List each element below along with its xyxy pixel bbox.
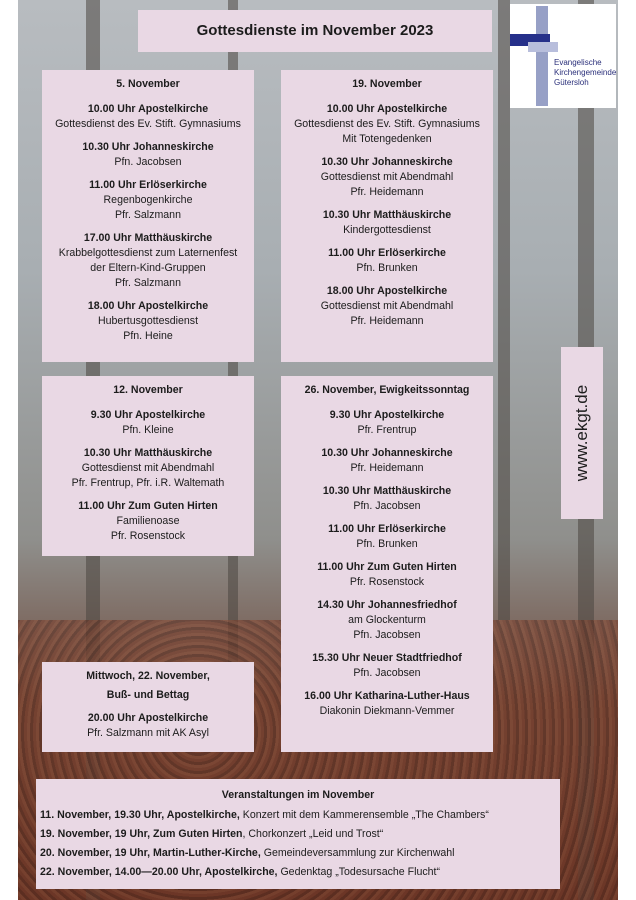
service-entry: 18.00 Uhr Apostelkirche Hubertusgottesdienst Pfn. Heine bbox=[87, 300, 209, 342]
card-heading: Mittwoch, 22. November, Buß- und Bettag bbox=[86, 670, 210, 701]
card-nov-26 bbox=[281, 376, 493, 752]
event-row: 19. November, 19 Uhr, Zum Guten Hirten, Chorkonzert „Leid und Trost“ bbox=[40, 828, 384, 840]
service-entry: 11.00 Uhr Erlöserkirche Regenbogenkirche Pfr. Salzmann bbox=[89, 179, 207, 221]
logo-text: Evangelische Kirchengemeinde Gütersloh bbox=[554, 58, 617, 87]
service-entry: 10.30 Uhr Matthäuskirche Pfn. Jacobsen bbox=[322, 485, 452, 512]
service-entry: 14.30 Uhr Johannesfriedhof am Glockenturm Pfn. Jacobsen bbox=[317, 599, 457, 641]
service-entry: 11.00 Uhr Zum Guten Hirten Pfr. Rosenstock bbox=[317, 561, 457, 588]
service-entry: 10.30 Uhr Matthäuskirche Gottesdienst mit Abendmahl Pfr. Frentrup, Pfr. i.R. Waltemath bbox=[71, 447, 225, 489]
card-heading: 26. November, Ewigkeitssonntag bbox=[304, 384, 470, 396]
event-row: 11. November, 19.30 Uhr, Apostelkirche, Konzert mit dem Kammerensemble „The Chambers“ bbox=[40, 809, 489, 821]
website-banner bbox=[561, 347, 603, 519]
service-entry: 18.00 Uhr Apostelkirche Gottesdienst mit Abendmahl Pfr. Heidemann bbox=[320, 285, 454, 327]
service-entry: 10.30 Uhr Matthäuskirche Kindergottesdienst bbox=[322, 209, 452, 236]
service-entry: 16.00 Uhr Katharina-Luther-Haus Diakonin Diekmann-Vemmer bbox=[304, 690, 470, 717]
card-nov-5 bbox=[42, 70, 254, 362]
card-heading: 5. November bbox=[116, 78, 180, 90]
service-entry: 10.00 Uhr Apostelkirche Gottesdienst des Ev. Stift. Gymnasiums bbox=[55, 103, 241, 130]
service-entry: 20.00 Uhr Apostelkirche Pfr. Salzmann mit AK Asyl bbox=[87, 712, 209, 739]
service-entry: 9.30 Uhr Apostelkirche Pfr. Frentrup bbox=[329, 409, 445, 436]
card-nov-22 bbox=[42, 662, 254, 752]
service-entry: 10.00 Uhr Apostelkirche Gottesdienst des Ev. Stift. Gymnasiums Mit Totengedenken bbox=[294, 103, 480, 145]
service-entry: 10.30 Uhr Johanneskirche Pfr. Heidemann bbox=[321, 447, 453, 474]
service-entry: 17.00 Uhr Matthäuskirche Krabbelgottesdienst zum Laternenfest der Eltern-Kind-Gruppen Pfr. Salzmann bbox=[58, 232, 238, 289]
service-entry: 11.00 Uhr Erlöserkirche Pfn. Brunken bbox=[328, 523, 446, 550]
service-entry: 10.30 Uhr Johanneskirche Pfn. Jacobsen bbox=[82, 141, 214, 168]
church-logo bbox=[510, 4, 616, 108]
service-entry: 9.30 Uhr Apostelkirche Pfn. Kleine bbox=[90, 409, 206, 436]
event-row: 22. November, 14.00—20.00 Uhr, Apostelkirche, Gedenktag „Todesursache Flucht“ bbox=[40, 866, 441, 878]
event-row: 20. November, 19 Uhr, Martin-Luther-Kirche, Gemeindeversammlung zur Kirchenwahl bbox=[40, 847, 455, 859]
service-entry: 10.30 Uhr Johanneskirche Gottesdienst mit Abendmahl Pfr. Heidemann bbox=[320, 156, 454, 198]
card-nov-12 bbox=[42, 376, 254, 556]
service-entry: 15.30 Uhr Neuer Stadtfriedhof Pfn. Jacobsen bbox=[312, 652, 462, 679]
tree-trunk bbox=[498, 0, 510, 620]
website-url[interactable]: www.ekgt.de bbox=[572, 384, 591, 482]
card-nov-19 bbox=[281, 70, 493, 362]
events-heading: Veranstaltungen im November bbox=[221, 789, 375, 801]
cross-vertical-bar bbox=[536, 6, 548, 106]
page-title: Gottesdienste im November 2023 bbox=[138, 10, 492, 52]
card-heading: 12. November bbox=[113, 384, 183, 396]
service-entry: 11.00 Uhr Zum Guten Hirten Familienoase Pfr. Rosenstock bbox=[78, 500, 218, 542]
events-panel bbox=[36, 779, 560, 889]
card-heading: 19. November bbox=[352, 78, 422, 90]
service-entry: 11.00 Uhr Erlöserkirche Pfn. Brunken bbox=[328, 247, 446, 274]
cross-accent-bar bbox=[528, 42, 558, 52]
